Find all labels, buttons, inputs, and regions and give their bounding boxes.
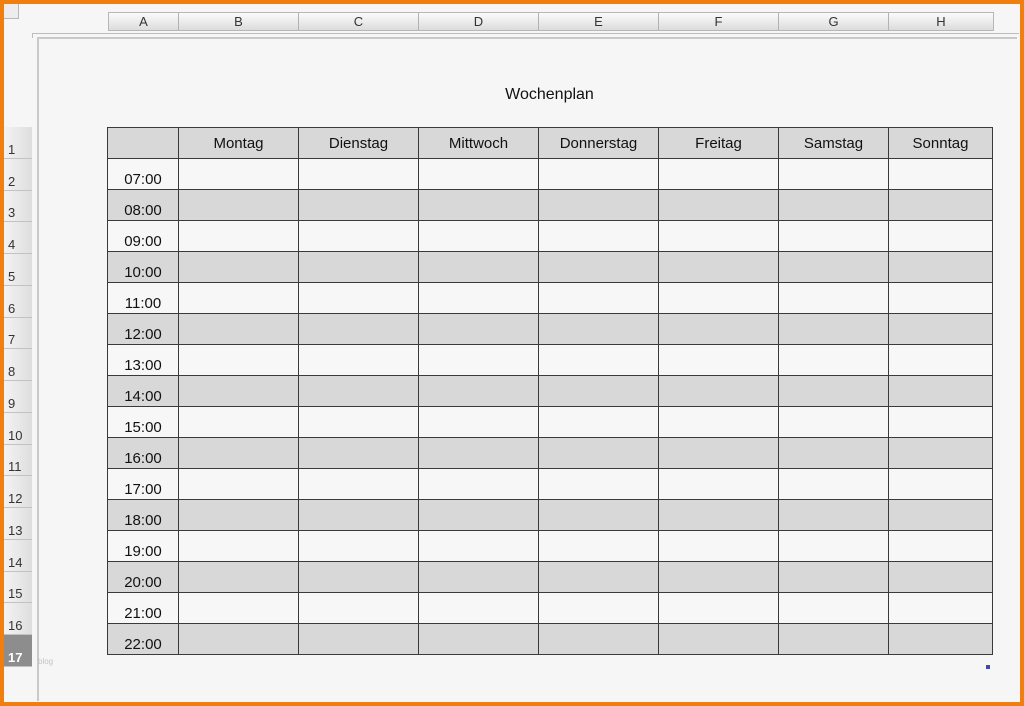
schedule-cell[interactable]: [779, 159, 889, 190]
schedule-cell[interactable]: [779, 531, 889, 562]
row-header[interactable]: 9: [4, 381, 32, 413]
column-header-h[interactable]: H: [936, 14, 946, 29]
schedule-cell[interactable]: [419, 593, 539, 624]
schedule-cell[interactable]: [299, 283, 419, 314]
schedule-cell[interactable]: [889, 159, 993, 190]
time-cell[interactable]: 18:00: [108, 500, 179, 531]
schedule-cell[interactable]: [539, 531, 659, 562]
day-header-freitag[interactable]: Freitag: [659, 128, 779, 159]
schedule-cell[interactable]: [779, 438, 889, 469]
schedule-cell[interactable]: [659, 500, 779, 531]
schedule-cell[interactable]: [779, 252, 889, 283]
schedule-cell[interactable]: [299, 190, 419, 221]
schedule-cell[interactable]: [179, 345, 299, 376]
row-header-bar: [4, 127, 32, 667]
time-row: [108, 314, 993, 345]
schedule-cell[interactable]: [539, 221, 659, 252]
schedule-cell[interactable]: [299, 407, 419, 438]
schedule-cell[interactable]: [779, 345, 889, 376]
schedule-cell[interactable]: [659, 438, 779, 469]
schedule-cell[interactable]: [539, 500, 659, 531]
schedule-cell[interactable]: [419, 345, 539, 376]
schedule-cell[interactable]: [179, 407, 299, 438]
schedule-cell[interactable]: [889, 500, 993, 531]
column-header-g[interactable]: G: [779, 13, 889, 30]
schedule-cell[interactable]: [419, 190, 539, 221]
schedule-cell[interactable]: [889, 314, 993, 345]
schedule-cell[interactable]: [889, 190, 993, 221]
schedule-cell[interactable]: [419, 221, 539, 252]
schedule-cell[interactable]: [419, 407, 539, 438]
schedule-cell[interactable]: [779, 593, 889, 624]
row-header[interactable]: 16: [4, 603, 32, 635]
schedule-cell[interactable]: [539, 283, 659, 314]
row-header[interactable]: 10: [4, 413, 32, 445]
schedule-cell[interactable]: [539, 593, 659, 624]
schedule-cell[interactable]: [419, 562, 539, 593]
row-header[interactable]: 8: [4, 349, 32, 381]
schedule-cell[interactable]: [539, 376, 659, 407]
schedule-cell[interactable]: [539, 624, 659, 655]
schedule-cell[interactable]: [889, 562, 993, 593]
schedule-cell[interactable]: [179, 500, 299, 531]
row-header[interactable]: 7: [4, 318, 32, 350]
schedule-cell[interactable]: [179, 221, 299, 252]
row-header[interactable]: 2: [4, 159, 32, 191]
day-header-sonntag[interactable]: Sonntag: [889, 128, 993, 159]
row-header[interactable]: 12: [4, 476, 32, 508]
day-header-donnerstag[interactable]: Donnerstag: [539, 128, 659, 159]
time-cell[interactable]: 16:00: [108, 438, 179, 469]
schedule-cell[interactable]: [419, 314, 539, 345]
schedule-cell[interactable]: [889, 469, 993, 500]
schedule-cell[interactable]: [779, 624, 889, 655]
schedule-cell[interactable]: [419, 500, 539, 531]
schedule-cell[interactable]: [779, 314, 889, 345]
schedule-cell[interactable]: [889, 376, 993, 407]
time-cell[interactable]: 15:00: [108, 407, 179, 438]
schedule-cell[interactable]: [179, 531, 299, 562]
schedule-cell[interactable]: [299, 624, 419, 655]
schedule-cell[interactable]: [299, 562, 419, 593]
schedule-cell[interactable]: [299, 531, 419, 562]
schedule-cell[interactable]: [179, 252, 299, 283]
time-row: [108, 562, 993, 593]
time-row: [108, 190, 993, 221]
schedule-cell[interactable]: [539, 190, 659, 221]
schedule-cell[interactable]: [779, 283, 889, 314]
schedule-cell[interactable]: [779, 407, 889, 438]
time-cell[interactable]: 21:00: [108, 593, 179, 624]
schedule-cell[interactable]: [419, 531, 539, 562]
schedule-cell[interactable]: [659, 190, 779, 221]
schedule-cell[interactable]: [659, 531, 779, 562]
time-row: [108, 376, 993, 407]
schedule-cell[interactable]: [299, 500, 419, 531]
time-cell[interactable]: 19:00: [108, 531, 179, 562]
schedule-cell[interactable]: [659, 252, 779, 283]
schedule-cell[interactable]: [179, 624, 299, 655]
column-header-c[interactable]: C: [299, 13, 419, 30]
schedule-cell[interactable]: [889, 438, 993, 469]
row-header-selected[interactable]: 17: [4, 635, 32, 667]
schedule-cell[interactable]: [889, 221, 993, 252]
schedule-cell[interactable]: [889, 593, 993, 624]
schedule-cell[interactable]: [419, 252, 539, 283]
schedule-cell[interactable]: [779, 190, 889, 221]
schedule-cell[interactable]: [419, 438, 539, 469]
row-header[interactable]: 14: [4, 540, 32, 572]
column-header-b[interactable]: B: [179, 13, 299, 30]
schedule-cell[interactable]: [179, 314, 299, 345]
day-header-montag[interactable]: Montag: [179, 128, 299, 159]
schedule-cell[interactable]: [299, 314, 419, 345]
schedule-cell[interactable]: [179, 190, 299, 221]
schedule-cell[interactable]: [539, 562, 659, 593]
schedule-cell[interactable]: [779, 562, 889, 593]
weekly-plan-table: [107, 127, 993, 655]
schedule-cell[interactable]: [659, 283, 779, 314]
time-cell[interactable]: 10:00: [108, 252, 179, 283]
schedule-cell[interactable]: [419, 469, 539, 500]
watermark-text: blog: [38, 657, 54, 666]
schedule-cell[interactable]: [419, 283, 539, 314]
time-cell[interactable]: 20:00: [108, 562, 179, 593]
time-cell[interactable]: 11:00: [108, 283, 179, 314]
day-header-mittwoch[interactable]: Mittwoch: [419, 128, 539, 159]
row-header[interactable]: 1: [4, 127, 32, 159]
time-row: [108, 593, 993, 624]
time-row: [108, 221, 993, 252]
schedule-cell[interactable]: [659, 624, 779, 655]
schedule-cell[interactable]: [659, 159, 779, 190]
schedule-cell[interactable]: [889, 531, 993, 562]
schedule-cell[interactable]: [299, 159, 419, 190]
time-cell[interactable]: 08:00: [108, 190, 179, 221]
schedule-cell[interactable]: [659, 407, 779, 438]
time-cell[interactable]: 13:00: [108, 345, 179, 376]
schedule-cell[interactable]: [179, 438, 299, 469]
day-header-samstag[interactable]: Samstag: [779, 128, 889, 159]
schedule-cell[interactable]: [179, 159, 299, 190]
time-row: [108, 531, 993, 562]
schedule-cell[interactable]: [659, 221, 779, 252]
schedule-cell[interactable]: [419, 624, 539, 655]
corner-cell[interactable]: [108, 128, 179, 159]
schedule-cell[interactable]: [539, 314, 659, 345]
time-row: [108, 159, 993, 190]
schedule-cell[interactable]: [889, 283, 993, 314]
time-cell[interactable]: 22:00: [108, 624, 179, 655]
schedule-cell[interactable]: [179, 562, 299, 593]
schedule-cell[interactable]: [659, 562, 779, 593]
schedule-cell[interactable]: [299, 376, 419, 407]
schedule-cell[interactable]: [659, 469, 779, 500]
schedule-cell[interactable]: [539, 438, 659, 469]
schedule-cell[interactable]: [419, 159, 539, 190]
time-cell[interactable]: 12:00: [108, 314, 179, 345]
column-header-f[interactable]: F: [659, 13, 779, 30]
column-header-e[interactable]: E: [539, 13, 659, 30]
schedule-cell[interactable]: [299, 345, 419, 376]
schedule-cell[interactable]: [539, 252, 659, 283]
day-header-dienstag[interactable]: Dienstag: [299, 128, 419, 159]
schedule-cell[interactable]: [779, 376, 889, 407]
row-header[interactable]: 5: [4, 254, 32, 286]
row-header[interactable]: 6: [4, 286, 32, 318]
schedule-cell[interactable]: [539, 159, 659, 190]
page-title: Wochenplan: [505, 86, 594, 103]
schedule-cell[interactable]: [179, 469, 299, 500]
schedule-cell[interactable]: [539, 407, 659, 438]
schedule-cell[interactable]: [889, 345, 993, 376]
schedule-cell[interactable]: [299, 469, 419, 500]
column-header-bar: [108, 12, 994, 31]
time-row: [108, 283, 993, 314]
schedule-cell[interactable]: [179, 376, 299, 407]
schedule-cell[interactable]: [539, 345, 659, 376]
column-header-d[interactable]: D: [419, 13, 539, 30]
header-row: [108, 128, 993, 159]
schedule-cell[interactable]: [779, 500, 889, 531]
schedule-cell[interactable]: [889, 252, 993, 283]
column-header-a[interactable]: A: [109, 13, 179, 30]
time-cell[interactable]: 17:00: [108, 469, 179, 500]
schedule-cell[interactable]: [299, 438, 419, 469]
time-row: [108, 407, 993, 438]
row-header[interactable]: 13: [4, 508, 32, 540]
schedule-cell[interactable]: [299, 221, 419, 252]
time-cell[interactable]: 14:00: [108, 376, 179, 407]
fill-handle[interactable]: [986, 665, 990, 669]
row-header[interactable]: 11: [4, 445, 32, 477]
time-row: [108, 345, 993, 376]
schedule-cell[interactable]: [539, 469, 659, 500]
schedule-cell[interactable]: [659, 376, 779, 407]
row-header[interactable]: 4: [4, 222, 32, 254]
time-cell[interactable]: 07:00: [108, 159, 179, 190]
schedule-cell[interactable]: [659, 345, 779, 376]
select-all-corner[interactable]: [4, 4, 19, 19]
time-row: [108, 624, 993, 655]
schedule-cell[interactable]: [179, 593, 299, 624]
schedule-cell[interactable]: [889, 624, 993, 655]
schedule-cell[interactable]: [779, 221, 889, 252]
time-row: [108, 500, 993, 531]
time-cell[interactable]: 09:00: [108, 221, 179, 252]
row-header[interactable]: 15: [4, 572, 32, 604]
time-row: [108, 438, 993, 469]
schedule-cell[interactable]: [299, 252, 419, 283]
schedule-cell[interactable]: [659, 314, 779, 345]
row-header[interactable]: 3: [4, 191, 32, 223]
schedule-cell[interactable]: [779, 469, 889, 500]
time-row: [108, 469, 993, 500]
schedule-cell[interactable]: [299, 593, 419, 624]
schedule-cell[interactable]: [659, 593, 779, 624]
time-row: [108, 252, 993, 283]
schedule-cell[interactable]: [179, 283, 299, 314]
schedule-cell[interactable]: [889, 407, 993, 438]
schedule-cell[interactable]: [419, 376, 539, 407]
